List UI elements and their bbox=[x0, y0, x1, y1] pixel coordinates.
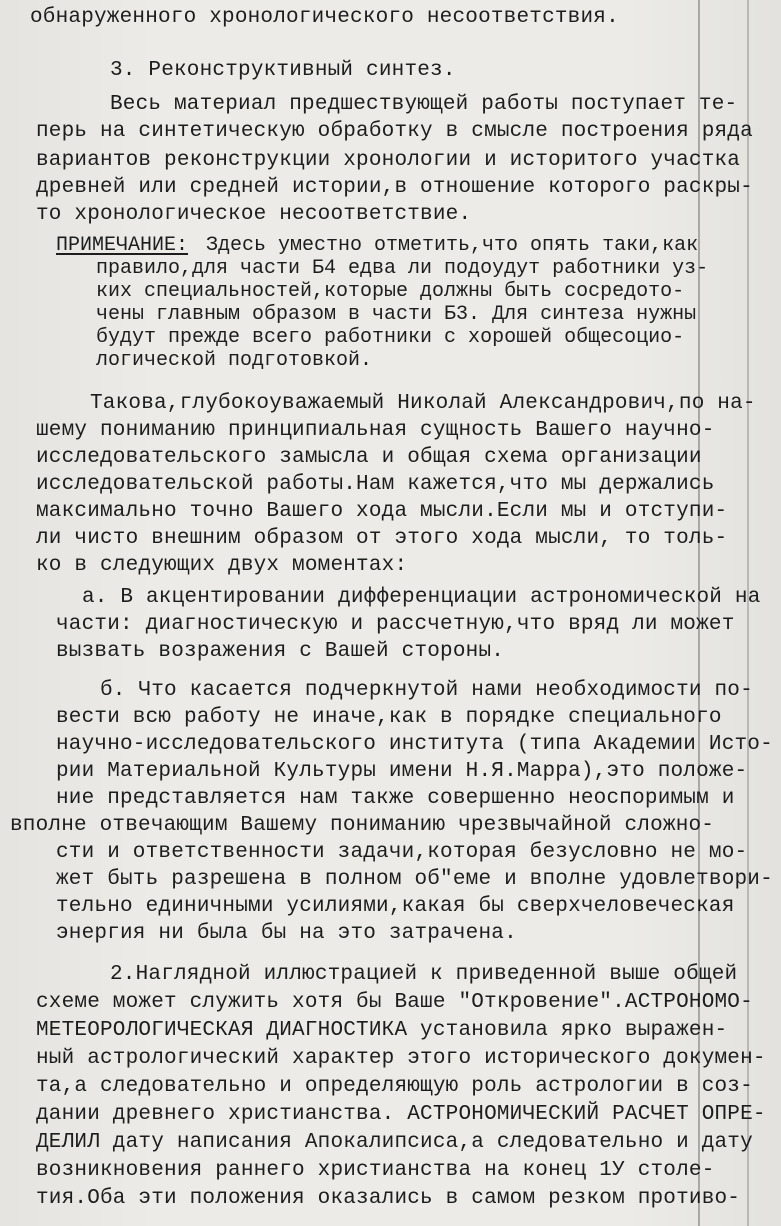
note-text-line: чены главным образом в части Б3. Для синтеза нужны bbox=[96, 303, 697, 326]
text-line: части: диагностическую и рассчетную,что вряд ли может bbox=[56, 613, 735, 636]
text-line: МЕТЕОРОЛОГИЧЕСКАЯ ДИАГНОСТИКА установила ярко выражен- bbox=[36, 1019, 728, 1042]
text-line: максимально точно Вашего хода мысли.Если мы и отступи- bbox=[36, 500, 728, 523]
text-line: Весь материал предшествующей работы поступает те- bbox=[110, 93, 738, 116]
text-line: возникновения раннего христианства на конец 1У столе- bbox=[36, 1159, 715, 1182]
text-line: шему пониманию принципиальная сущность Вашего научно- bbox=[36, 419, 715, 442]
text-line: вполне отвечающим Вашему пониманию чрезвычайной сложно- bbox=[10, 814, 715, 837]
text-line: научно-исследовательского института (типа Академии Исто- bbox=[56, 733, 773, 756]
text-line: а. В акцентировании дифференциации астрономической на bbox=[82, 586, 761, 609]
text-line: сти и ответственности задачи,которая безусловно не мо- bbox=[56, 841, 748, 864]
text-line: ный астрологический характер этого исторического докумен- bbox=[36, 1047, 766, 1070]
note-text-line: ких специальностей,которые должны быть сосредото- bbox=[96, 280, 685, 303]
text-line: энергия ни была бы на это затрачена. bbox=[56, 922, 517, 945]
text-line: 2.Наглядной иллюстрацией к приведенной выше общей bbox=[110, 963, 738, 986]
text-line: тельно единичными усилиями,какая бы сверхчеловеческая bbox=[56, 895, 735, 918]
note-text-line: логической подготовкой. bbox=[96, 349, 373, 372]
text-line: исследовательской работы.Нам кажется,что мы держались bbox=[36, 473, 715, 496]
note-label: ПРИМЕЧАНИЕ: bbox=[56, 234, 189, 257]
text-line: схеме может служить хотя бы Ваше "Откровение".АСТРОНОМО- bbox=[36, 991, 753, 1014]
note-text-line: будут прежде всего работники с хорошей общесоцио- bbox=[96, 326, 685, 349]
text-line: перь на синтетическую обработку в смысле построения ряда bbox=[36, 120, 753, 143]
note-text-line: Здесь уместно отметить,что опять таки,как bbox=[206, 234, 699, 257]
text-line: б. Что касается подчеркнутой нами необходимости по- bbox=[100, 679, 753, 702]
note-text-line: правило,для части Б4 едва ли подоудут работники уз- bbox=[96, 257, 709, 280]
text-line: ко в следующих двух моментах: bbox=[36, 554, 408, 577]
text-line: древней или средней истории,в отношение которого раскры- bbox=[36, 176, 753, 199]
text-line: дании древнего христианства. АСТРОНОМИЧЕСКИЙ РАСЧЕТ ОПРЕ- bbox=[36, 1103, 766, 1126]
text-line: та,а следовательно и определяющую роль астрологии в соз- bbox=[36, 1075, 753, 1098]
text-line: обнаруженного хронологического несоответствия. bbox=[30, 6, 619, 29]
text-line: ли чисто внешним образом от этого хода мысли, то толь- bbox=[36, 527, 728, 550]
text-line: ние представляется нам также совершенно неоспоримым и bbox=[56, 787, 735, 810]
text-line: исследовательского замысла и общая схема организации bbox=[36, 446, 702, 469]
text-line: вариантов реконструкции хронологии и историтого участка bbox=[36, 149, 741, 172]
section-heading: 3. Реконструктивный синтез. bbox=[110, 59, 456, 82]
text-line: ДЕЛИЛ дату написания Апокалипсиса,а следовательно и дату bbox=[36, 1131, 753, 1154]
text-line: тия.Оба эти положения оказались в самом резком противо- bbox=[36, 1187, 741, 1210]
text-line: вести всю работу не иначе,как в порядке специального bbox=[56, 706, 722, 729]
text-line: жет быть разрешена в полном об"еме и вполне удовлетвори- bbox=[56, 868, 773, 891]
text-line: вызвать возражения с Вашей стороны. bbox=[56, 640, 505, 663]
text-line: Такова,глубокоуважаемый Николай Александрович,по на- bbox=[90, 392, 756, 415]
text-line: рии Материальной Культуры имени Н.Я.Марра),это положе- bbox=[56, 760, 748, 783]
text-line: то хронологическое несоответствие. bbox=[36, 203, 472, 226]
